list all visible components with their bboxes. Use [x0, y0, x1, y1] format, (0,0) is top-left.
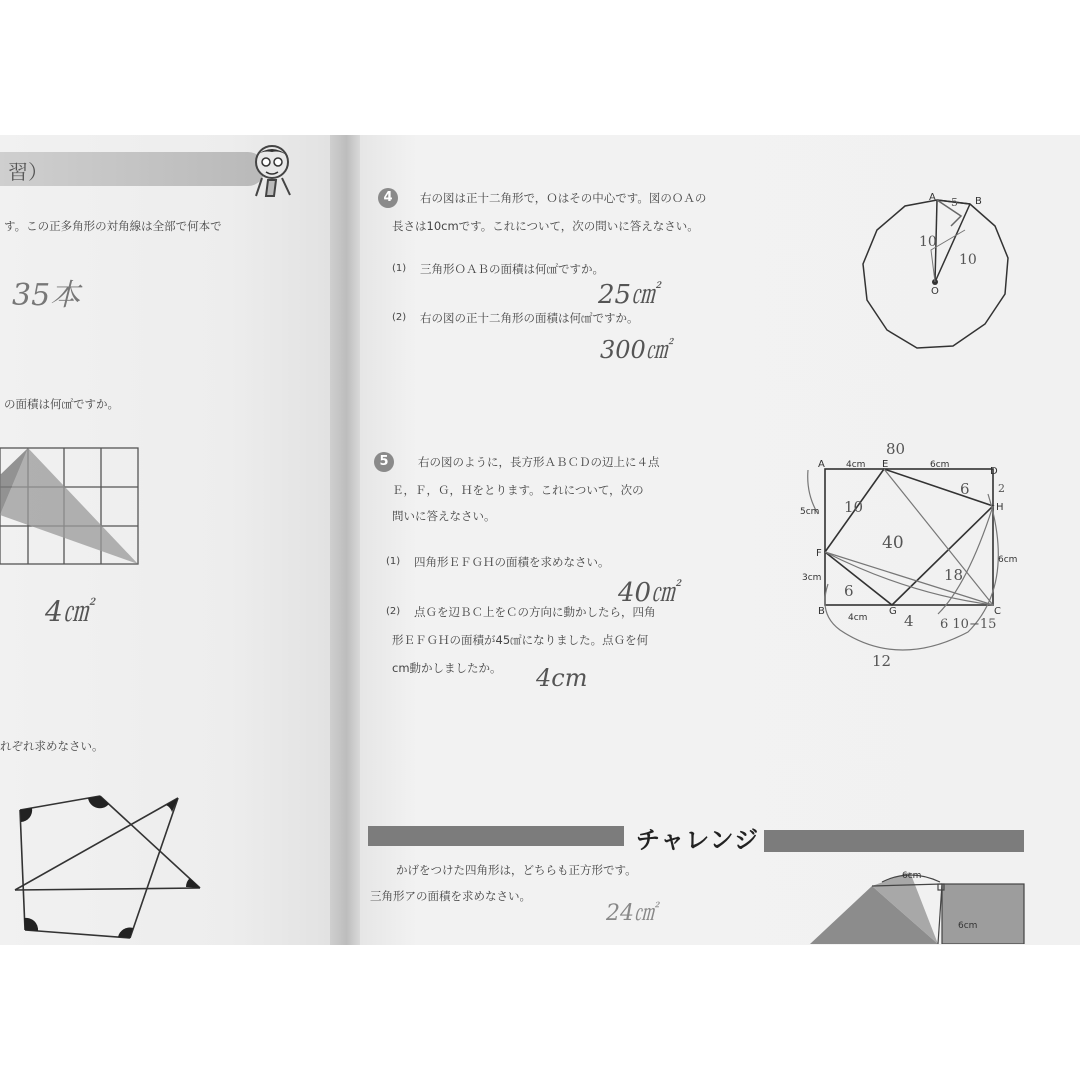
q5-fig-label-c: C	[994, 606, 1001, 617]
question-4-badge: 4	[378, 188, 398, 208]
q5-fig-handwritten-6b: 6	[844, 582, 854, 600]
q4-fig-label-o: O	[931, 286, 939, 297]
q4-fig-label-a: A	[929, 192, 936, 203]
q5-sub2-text-line2: 形ＥＦＧＨの面積が45㎠になりました。点Ｇを何	[392, 633, 649, 647]
challenge-fig-label-top: 6cm	[902, 871, 922, 881]
q5-fig-label-a: A	[818, 459, 825, 470]
q5-fig-handwritten-10: 10	[844, 498, 864, 516]
q5-text-line2: Ｅ，Ｆ，Ｇ，Ｈをとります。これについて，次の	[392, 483, 644, 497]
q4-text-line2: 長さは10cmです。これについて，次の問いに答えなさい。	[392, 219, 699, 233]
q4-fig-handwritten-10b: 10	[959, 252, 977, 268]
q5-fig-label-d: D	[990, 466, 998, 477]
q5-fig-len-af: 5cm	[800, 507, 820, 517]
q5-sub1-label: (1)	[386, 556, 401, 567]
q5-fig-len-fb: 3cm	[802, 573, 822, 583]
q4-sub2-label: (2)	[392, 312, 407, 323]
question-5-badge: 5	[374, 452, 394, 472]
challenge-fig-label-side: 6cm	[958, 921, 978, 931]
q5-fig-handwritten-80: 80	[886, 440, 906, 458]
q5-text-line1: 右の図のように，長方形ＡＢＣＤの辺上に４点	[418, 455, 660, 469]
q5-sub2-text-line3: cm動かしましたか。	[392, 661, 502, 675]
handwritten-answer-2: 4㎠	[45, 595, 91, 628]
q5-sub2-text-line1: 点Ｇを辺ＢＣ上をＣの方向に動かしたら，四角	[414, 605, 656, 619]
challenge-squares-figure	[810, 868, 1030, 944]
handwritten-answer-1: 35本	[12, 278, 81, 313]
q5-sub2-label: (2)	[386, 606, 401, 617]
challenge-handwritten-answer: 24㎠	[606, 901, 656, 926]
star-polygon-figure	[0, 790, 210, 945]
left-angle-question: れぞれ求めなさい。	[0, 739, 104, 753]
q5-fig-label-h: H	[996, 502, 1004, 513]
grid-triangle-figure	[0, 445, 145, 570]
q4-sub1-label: (1)	[392, 263, 407, 274]
q4-fig-label-b: B	[975, 196, 982, 207]
q5-fig-label-b: B	[818, 606, 825, 617]
challenge-title: チャレンジ	[636, 826, 760, 854]
q5-fig-handwritten-4: 4	[904, 612, 914, 630]
q5-sub2-handwritten-answer: 4cm	[536, 664, 588, 692]
banner-text: 習）	[8, 160, 48, 184]
challenge-text-line1: かげをつけた四角形は，どちらも正方形です。	[396, 863, 637, 877]
q5-fig-handwritten-12: 12	[872, 652, 892, 670]
q4-text-line1: 右の図は正十二角形で，Ｏはその中心です。図のＯＡの	[420, 191, 707, 205]
book-gutter	[330, 135, 360, 945]
q5-fig-len-ae: 4cm	[846, 460, 866, 470]
q5-sub1-text: 四角形ＥＦＧＨの面積を求めなさい。	[414, 555, 610, 569]
dodecagon-figure	[855, 190, 1030, 360]
q5-fig-handwritten-18: 18	[944, 566, 964, 584]
q5-fig-handwritten-dh: 2	[998, 482, 1005, 495]
q5-fig-handwritten-6a: 6	[960, 480, 970, 498]
q5-sub1-handwritten-answer: 40㎠	[618, 578, 678, 608]
q5-fig-handwritten-6-10-15: 6 10−15	[940, 617, 997, 632]
challenge-bar-right	[764, 830, 1024, 852]
q5-fig-handwritten-40: 40	[882, 533, 904, 553]
q5-fig-label-g: G	[889, 606, 897, 617]
challenge-bar-left	[368, 826, 624, 846]
q4-sub1-handwritten-answer: 25㎠	[598, 280, 658, 310]
q4-fig-handwritten-10a: 10	[919, 234, 937, 250]
rectangle-efgh-figure	[798, 434, 1033, 674]
q4-sub2-handwritten-answer: 300㎠	[600, 336, 670, 364]
q5-fig-label-f: F	[816, 548, 822, 559]
q4-sub2-text: 右の図の正十二角形の面積は何㎠ですか。	[420, 311, 639, 325]
q5-fig-len-bg: 4cm	[848, 613, 868, 623]
q5-text-line3: 問いに答えなさい。	[392, 509, 496, 523]
challenge-text-line2: 三角形アの面積を求めなさい。	[370, 889, 531, 903]
q4-sub1-text: 三角形ＯＡＢの面積は何㎠ですか。	[420, 262, 604, 276]
q5-fig-len-hc: 6cm	[998, 555, 1018, 565]
left-area-question: の面積は何㎠ですか。	[4, 397, 119, 411]
q4-fig-handwritten-5: 5	[951, 196, 958, 209]
q5-fig-len-ed: 6cm	[930, 460, 950, 470]
mascot-character-icon	[240, 140, 310, 205]
section-banner	[0, 152, 265, 186]
left-intro-text: す。この正多角形の対角線は全部で何本で	[4, 219, 222, 233]
q5-fig-label-e: E	[882, 459, 889, 470]
